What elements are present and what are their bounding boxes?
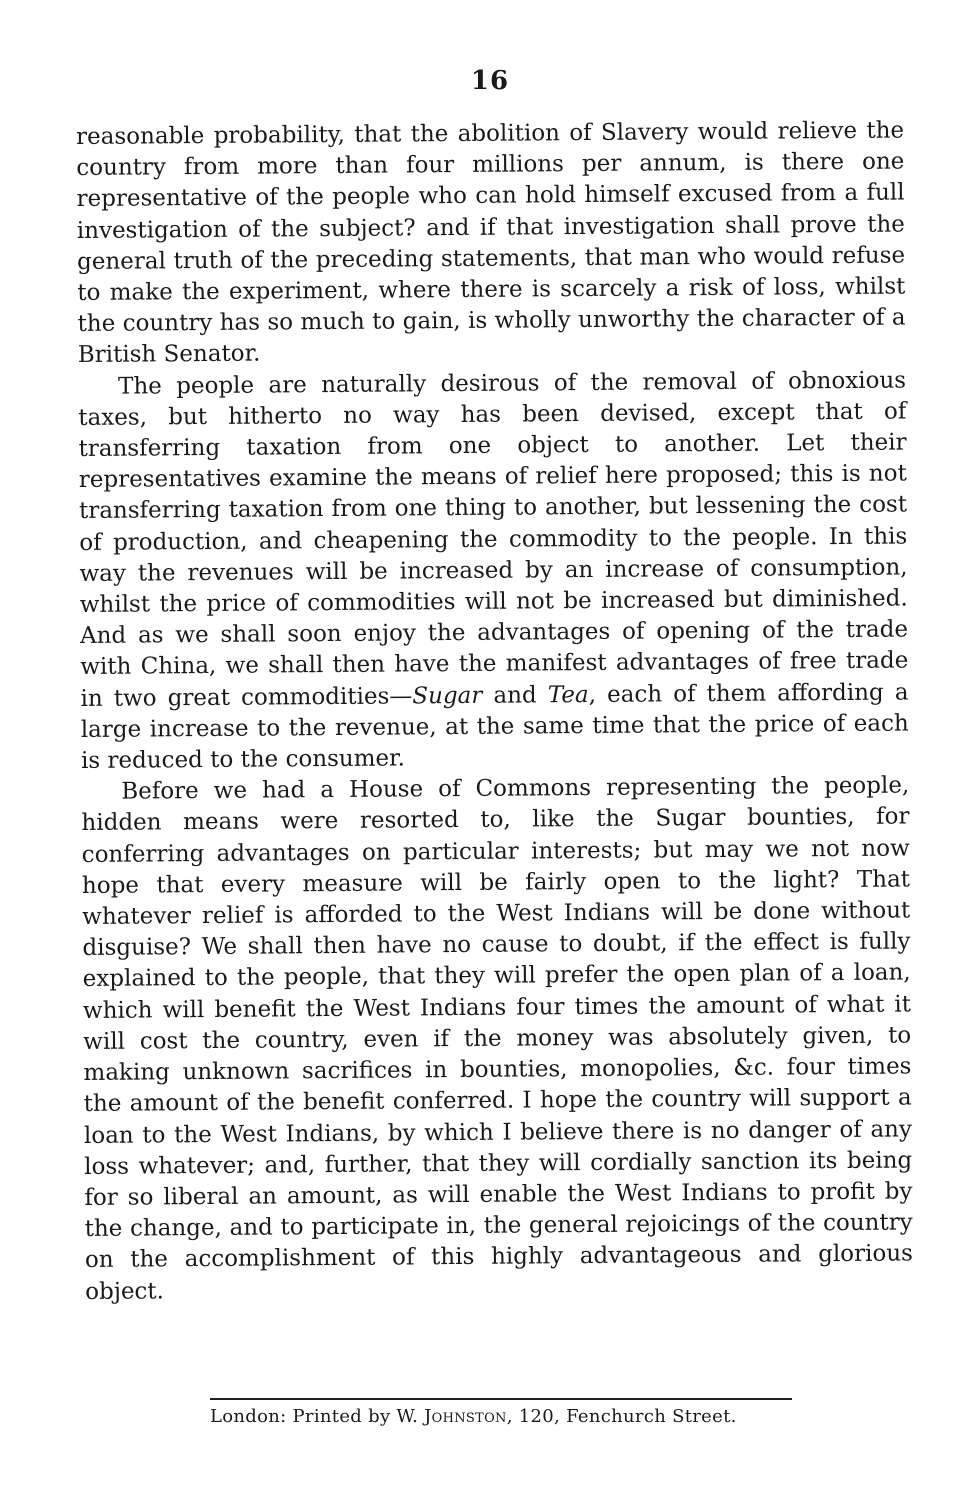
imprint-prefix: London: Printed by W. — [210, 1406, 425, 1427]
printer-imprint — [210, 1406, 810, 1427]
imprint-printer: Johnston — [424, 1406, 507, 1427]
paragraph-1: reasonable probability, that the abolition of Slavery would relieve the country from more than four millions per annum, is there one representative of the people who can hold himself excused from a full investigation of the subject? and if that investigation shall prove the general truth of the preceding statements, that man who would refuse to make the experiment, where there is scarcely a risk of loss, whilst the country has so much to gain, is wholly unworthy the character of a British Senator. — [76, 117, 906, 369]
page-number: 16 — [470, 66, 510, 96]
paragraph-2-text: The people are naturally desirous of the removal of obnoxious taxes, but hitherto no way has been devised, except that of transferring taxation from one object to another. Let their representatives examine the means of relief here proposed; this is not transferring taxation from one thing to another, but lessening the cost of production, and cheapening the commodity to the people. In this way the revenues will be increased by an increase of consumption, whilst the price of commodities will not be increased but diminished. And as we shall soon enjoy the advantages of opening of the trade with China, we shall then have the manifest advantages of free trade in two great commodities— — [78, 367, 909, 712]
footer-rule — [210, 1398, 792, 1400]
tea-term: Tea — [547, 681, 589, 708]
sugar-term: Sugar — [412, 682, 483, 710]
imprint-suffix: , 120, Fenchurch Street. — [506, 1406, 737, 1427]
paragraph-2 — [78, 365, 909, 777]
paragraph-3: Before we had a House of Commons representing the people, hidden means were resorted to, like the Sugar bounties, for conferring advantages on particular interests; but may we not now hope that every measure will be fairly open to the light? That whatever relief is afforded to the West Indians will be done without disguise? We shall then have no cause to doubt, if the effect is fully explained to the people, that they will prefer the open plan of a loan, which will benefit the West Indians four times the amount of what it will cost the country, even if the money was absolutely given, to making unknown sacrifices in bounties, monopolies, &c. four times the amount of the benefit conferred. I hope the country will support a loan to the West Indians, by which I believe there is no danger of any loss whatever; and, further, that they will cordially sanction its being for so liberal an amount, as will enable the West Indians to profit by the change, and to participate in, the general rejoicings of the country on the accomplishment of this highly advantageous and glorious object. — [81, 772, 914, 1305]
body-text — [76, 115, 913, 1307]
paragraph-2-and: and — [482, 681, 548, 709]
paragraph-2-end: , each of them affording a large increase to the revenue, at the same time that the price of each is reduced to the consumer. — [80, 679, 909, 775]
